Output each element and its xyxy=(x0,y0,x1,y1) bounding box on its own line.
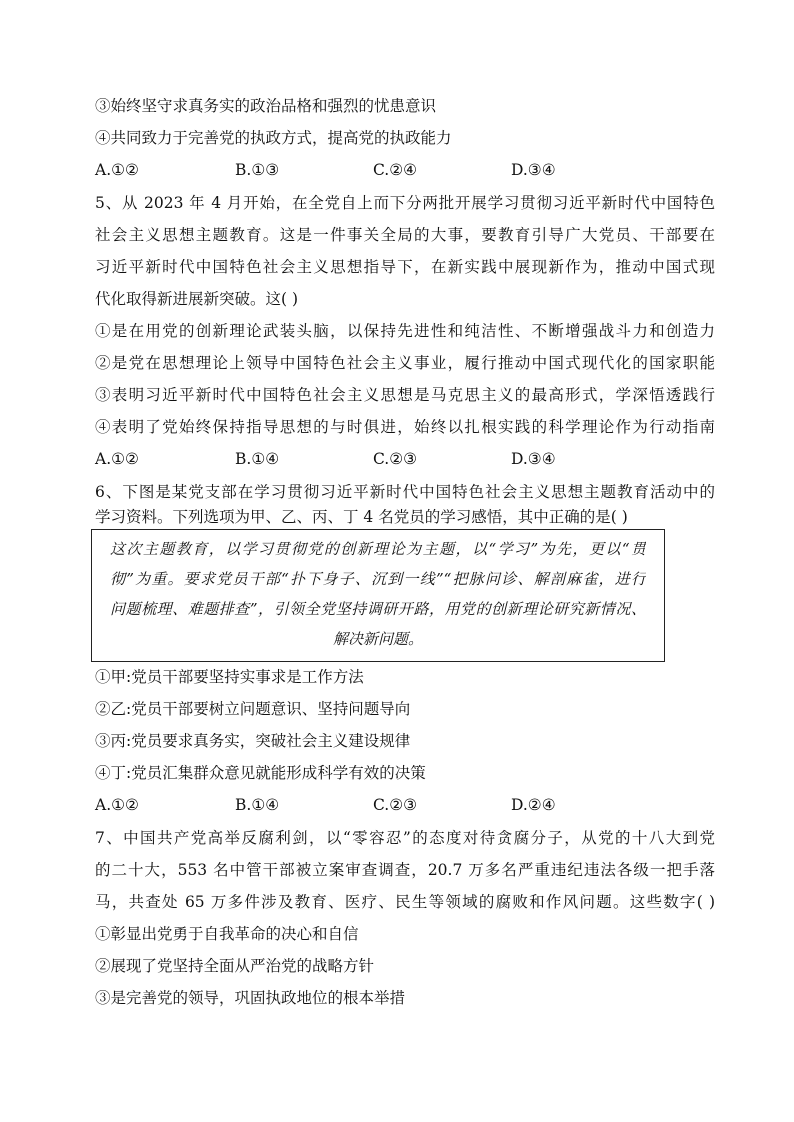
box-line: 解决新问题。 xyxy=(332,630,423,648)
q7-statement: ①彰显出党勇于自我革命的决心和自信 xyxy=(95,925,359,943)
option-b: B.①④ xyxy=(235,796,280,814)
q5-statement: ②是党在思想理论上领导中国特色社会主义事业，履行推动中国式现代化的国家职能 xyxy=(95,354,715,372)
q5-stem-line: 社会主义思想主题教育。这是一件事关全局的大事，要教育引导广大党员、干部要在 xyxy=(95,226,715,244)
q5-statement: ④表明了党始终保持指导思想的与时俱进，始终以扎根实践的科学理论作为行动指南 xyxy=(95,418,715,436)
q6-stem-line: 6、下图是某党支部在学习贯彻习近平新时代中国特色社会主义思想主题教育活动中的 xyxy=(95,483,715,501)
statement-4: ④共同致力于完善党的执政方式，提高党的执政能力 xyxy=(95,129,452,147)
q7-statement: ②展现了党坚持全面从严治党的战略方针 xyxy=(95,957,375,975)
option-a: A.①② xyxy=(95,161,139,179)
box-line: 问题梳理、难题排查”，引领全党坚持调研开路，用党的创新理论研究新情况、 xyxy=(110,600,646,618)
q5-stem-line: 5、从 2023 年 4 月开始，在全党自上而下分两批开展学习贯彻习近平新时代中国特色 xyxy=(95,194,715,212)
study-material-box xyxy=(91,529,665,662)
q6-statement: ③丙:党员要求真务实，突破社会主义建设规律 xyxy=(95,732,411,750)
q7-stem-line: 7、中国共产党高举反腐利剑，以“零容忍”的态度对待贪腐分子，从党的十八大到党 xyxy=(95,829,715,847)
option-a: A.①② xyxy=(95,796,139,814)
option-c: C.②③ xyxy=(373,450,418,468)
option-a: A.①② xyxy=(95,450,139,468)
q6-answer-options xyxy=(95,794,715,816)
q5-answer-options xyxy=(95,448,715,470)
q5-statement: ③表明习近平新时代中国特色社会主义思想是马克思主义的最高形式，学深悟透践行 xyxy=(95,386,715,404)
option-d: D.③④ xyxy=(511,450,556,468)
answer-options xyxy=(95,159,715,181)
box-line: 这次主题教育，以学习贯彻党的创新理论为主题，以“学习”为先，更以“贯 xyxy=(110,540,646,558)
q5-statement: ①是在用党的创新理论武装头脑，以保持先进性和纯洁性、不断增强战斗力和创造力 xyxy=(95,322,715,340)
option-b: B.①④ xyxy=(235,450,280,468)
box-line: 彻”为重。要求党员干部“扑下身子、沉到一线”“把脉问诊、解剖麻雀，进行 xyxy=(110,570,646,588)
option-d: D.②④ xyxy=(511,796,556,814)
q5-stem-line: 习近平新时代中国特色社会主义思想指导下，在新实践中展现新作为，推动中国式现 xyxy=(95,258,715,276)
q6-statement: ①甲:党员干部要坚持实事求是工作方法 xyxy=(95,668,364,686)
q7-statement: ③是完善党的领导，巩固执政地位的根本举措 xyxy=(95,989,406,1007)
q7-stem-line: 马，共查处 65 万多件涉及教育、医疗、民生等领域的腐败和作风问题。这些数字( ) xyxy=(95,893,715,911)
q6-statement: ②乙:党员干部要树立问题意识、坚持问题导向 xyxy=(95,700,411,718)
q7-stem-line: 的二十大，553 名中管干部被立案审查调查，20.7 万多名严重违纪违法各级一把手落 xyxy=(95,861,715,879)
q5-stem-line: 代化取得新进展新突破。这( ) xyxy=(95,290,299,308)
option-b: B.①③ xyxy=(235,161,280,179)
statement-3: ③始终坚守求真务实的政治品格和强烈的忧患意识 xyxy=(95,97,437,115)
option-c: C.②④ xyxy=(373,161,418,179)
q6-stem-line: 学习资料。下列选项为甲、乙、丙、丁 4 名党员的学习感悟，其中正确的是( ) xyxy=(95,508,628,526)
option-c: C.②③ xyxy=(373,796,418,814)
q6-statement: ④丁:党员汇集群众意见就能形成科学有效的决策 xyxy=(95,764,426,782)
option-d: D.③④ xyxy=(511,161,556,179)
